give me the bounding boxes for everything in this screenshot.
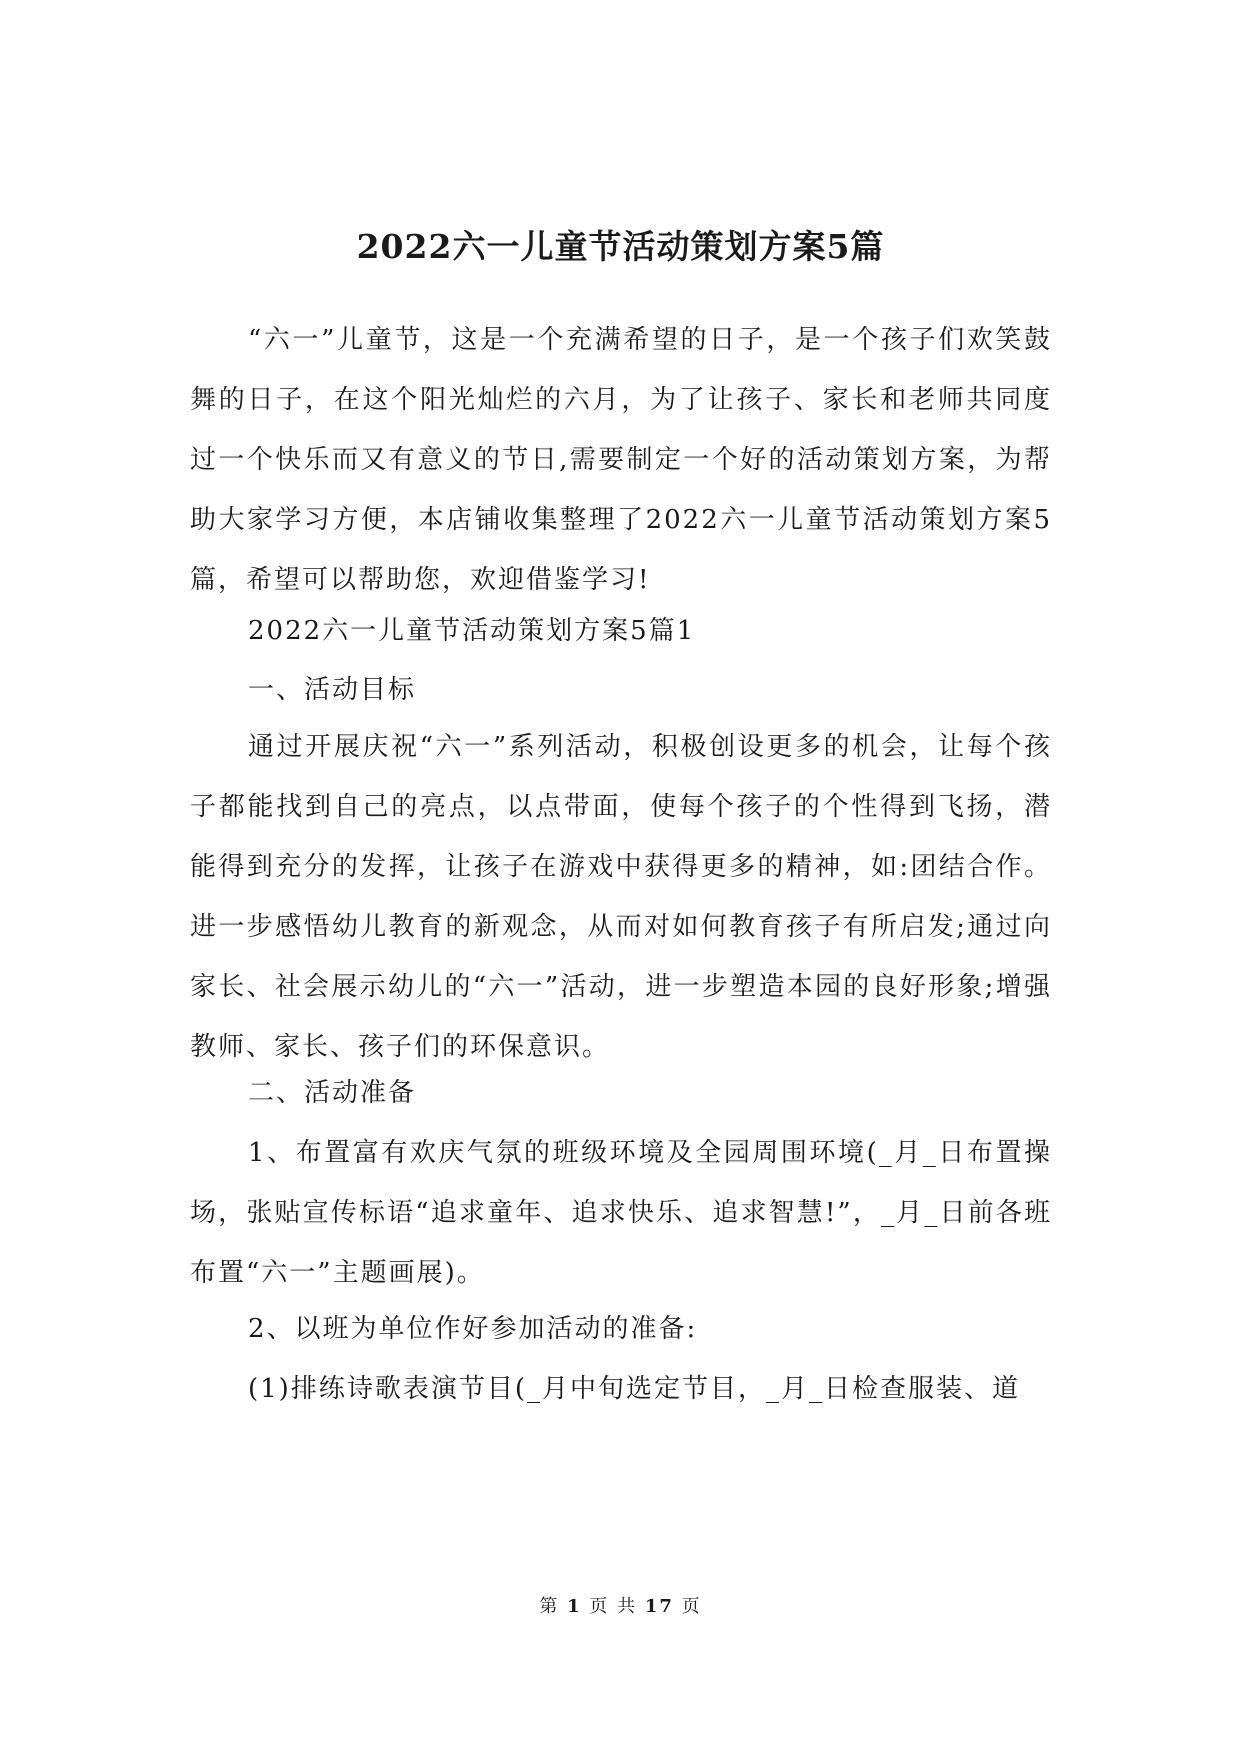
heading-activity-preparation: 二、活动准备	[248, 1078, 417, 1108]
intro-paragraph	[190, 310, 1052, 610]
footer-suffix: 页	[681, 1596, 702, 1617]
heading-activity-goals: 一、活动目标	[248, 675, 417, 705]
document-title: 2022六一儿童节活动策划方案5篇	[356, 227, 885, 266]
footer-page-number: 1	[567, 1596, 582, 1617]
footer-middle: 页 共	[589, 1596, 638, 1617]
goals-paragraph	[190, 717, 1052, 1077]
goals-text: 通过开展庆祝“六一”系列活动，积极创设更多的机会，让每个孩子都能找到自己的亮点，以点带面，使每个孩子的个性得到飞扬，潜能得到充分的发挥，让孩子在游戏中获得更多的精神，如:团结合作。进一步感悟幼儿教育的新观念，从而对如何教育孩子有所启发;通过向家长、社会展示幼儿的“六一”活动，进一步塑造本园的良好形象;增强教师、家长、孩子们的环保意识。	[190, 732, 1052, 1062]
preparation-item-1-text: 1、布置富有欢庆气氛的班级环境及全园周围环境(_月_日布置操场，张贴宣传标语“追求童年、追求快乐、追求智慧!”，_月_日前各班布置“六一”主题画展)。	[190, 1138, 1052, 1288]
page-footer	[0, 1594, 1241, 1620]
section-title: 2022六一儿童节活动策划方案5篇1	[248, 616, 696, 646]
preparation-item-1	[190, 1123, 1052, 1303]
preparation-subitem-1: (1)排练诗歌表演节目(_月中旬选定节目，_月_日检查服装、道	[248, 1374, 1020, 1404]
preparation-item-2: 2、以班为单位作好参加活动的准备:	[248, 1314, 698, 1344]
footer-prefix: 第	[539, 1596, 560, 1617]
footer-total-pages: 17	[644, 1596, 674, 1617]
intro-text: “六一”儿童节，这是一个充满希望的日子，是一个孩子们欢笑鼓舞的日子，在这个阳光灿烂的六月，为了让孩子、家长和老师共同度过一个快乐而又有意义的节日,需要制定一个好的活动策划方案，为帮助大家学习方便，本店铺收集整理了2022六一儿童节活动策划方案5篇，希望可以帮助您，欢迎借鉴学习!	[190, 325, 1052, 595]
